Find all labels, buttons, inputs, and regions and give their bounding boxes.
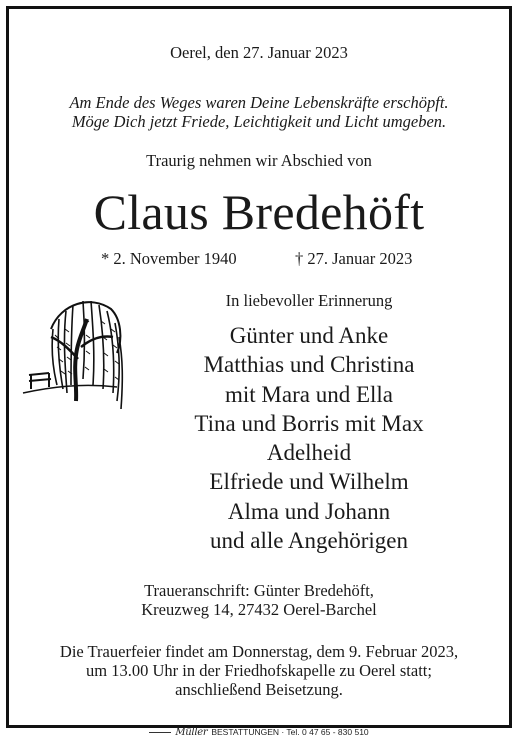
address-line: Traueranschrift: Günter Bredehöft, — [144, 581, 374, 600]
undertaker-footer — [0, 727, 518, 737]
birth-date: * 2. November 1940 — [101, 249, 237, 268]
mourner-entry: und alle Angehörigen — [209, 528, 408, 554]
deceased-name: Claus Bredehöft — [93, 184, 425, 240]
undertaker-contact: BESTATTUNGEN · Tel. 0 47 65 - 830 510 — [211, 727, 369, 737]
memory-line: In liebevoller Erinnerung — [225, 291, 393, 310]
death-date: † 27. Januar 2023 — [295, 249, 413, 268]
funeral-line: Die Trauerfeier findet am Donnerstag, dem 9. Februar 2023, — [59, 642, 459, 661]
mourner-entry: Adelheid — [266, 440, 352, 466]
mourner-entry: Günter und Anke — [229, 323, 389, 348]
footer-rule — [149, 732, 171, 733]
funeral-notice — [9, 642, 509, 699]
mourner-entry: Alma und Johann — [227, 498, 391, 524]
address-line: Kreuzweg 14, 27432 Oerel-Barchel — [141, 600, 377, 619]
condolence-address — [9, 581, 509, 619]
verse — [9, 93, 509, 131]
mourners-list — [109, 321, 509, 555]
place-date: Oerel, den 27. Januar 2023 — [170, 43, 348, 62]
funeral-line: anschließend Beisetzung. — [175, 680, 343, 699]
verse-line: Möge Dich jetzt Friede, Leichtigkeit und Licht umgeben. — [71, 112, 447, 131]
mourner-entry: mit Mara und Ella — [225, 381, 393, 407]
intro-text: Traurig nehmen wir Abschied von — [146, 151, 372, 170]
obituary-card — [6, 6, 512, 728]
mourner-entry: Matthias und Christina — [203, 352, 415, 378]
undertaker-logo: Müller — [175, 726, 208, 738]
verse-line: Am Ende des Weges waren Deine Lebenskräfte erschöpft. — [69, 93, 449, 112]
life-dates — [9, 249, 509, 269]
mourner-entry: Elfriede und Wilhelm — [209, 469, 409, 495]
mourner-entry: Tina und Borris mit Max — [194, 410, 424, 436]
funeral-line: um 13.00 Uhr in der Friedhofskapelle zu Oerel statt; — [86, 661, 432, 680]
